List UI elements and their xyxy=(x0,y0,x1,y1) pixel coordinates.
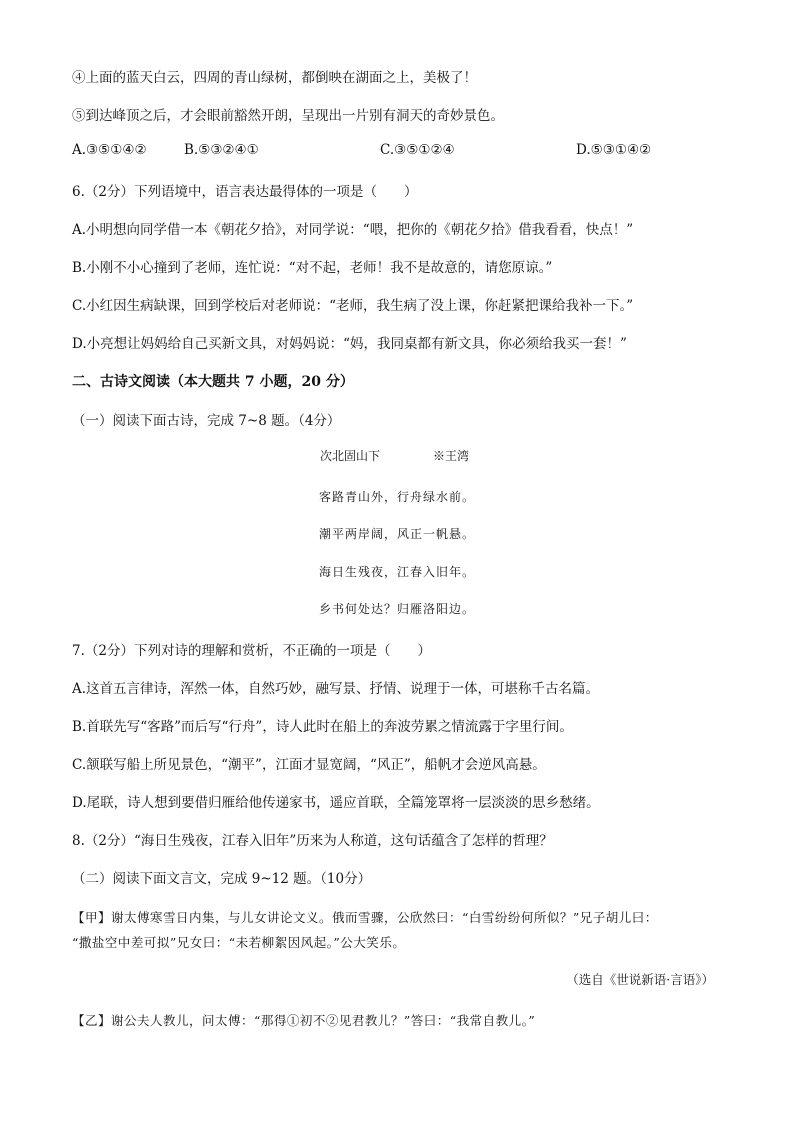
poem-line: 海日生残夜，江春入旧年。 xyxy=(318,565,475,579)
option-c: C.③⑤①②④ xyxy=(380,142,455,158)
q7-stem: 7.（2分）下列对诗的理解和赏析，不正确的一项是（ ） xyxy=(72,643,431,659)
q6-option-a: A.小明想向同学借一本《朝花夕拾》，对同学说：“喂，把你的《朝花夕拾》借我看看，快点！” xyxy=(72,222,634,238)
option-d: D.⑤③①④② xyxy=(576,142,652,158)
poem-line: 客路青山外，行舟绿水前。 xyxy=(318,490,475,504)
passage-source: （选自《世说新语·言语》） xyxy=(566,972,714,987)
passage-jia-line1: 【甲】谢太傅寒雪日内集，与儿女讲论文义。俄而雪骤，公欣然曰：“白雪纷纷何所似？”兄子胡儿曰： xyxy=(72,910,658,925)
q8-stem: 8.（2分）“海日生残夜，江春入旧年”历来为人称道，这句话蕴含了怎样的哲理？ xyxy=(72,833,553,849)
q5-item4: ④上面的蓝天白云，四周的青山绿树，都倒映在湖面之上，美极了！ xyxy=(72,70,477,86)
section-heading: 二、古诗文阅读（本大题共 7 小题，20 分） xyxy=(72,374,354,390)
q7-option-c: C.颔联写船上所见景色，“潮平”，江面才显宽阔，“风正”，船帆才会逆风高悬。 xyxy=(72,757,546,773)
passage-yi-line1: 【乙】谢公夫人教儿，问太傅：“那得①初不②见君教儿？”答曰：“我常自教儿。” xyxy=(72,1013,536,1028)
poem-title: 次北固山下 xyxy=(320,449,381,463)
q6-option-c: C.小红因生病缺课，回到学校后对老师说：“老师，我生病了没上课，你赶紧把课给我补一下。” xyxy=(72,298,634,314)
passage-jia-line2: “撒盐空中差可拟”兄女曰：“未若柳絮因风起。”公大笑乐。 xyxy=(72,935,406,950)
option-a: A.③⑤①④② xyxy=(72,142,147,158)
q6-option-b: B.小刚不小心撞到了老师，连忙说：“对不起，老师！我不是故意的，请您原谅。” xyxy=(72,260,553,276)
poem-author: ※王湾 xyxy=(433,449,470,463)
q6-stem: 6.（2分）下列语境中，语言表达最得体的一项是（ ） xyxy=(72,184,418,200)
q7-option-a: A.这首五言律诗，浑然一体，自然巧妙，融写景、抒情、说理于一体，可堪称千古名篇。 xyxy=(72,681,600,697)
poem-line: 潮平两岸阔，风正一帆悬。 xyxy=(318,527,475,541)
part1-heading: （一）阅读下面古诗，完成 7~8 题。（4分） xyxy=(72,413,341,429)
q6-option-d: D.小亮想让妈妈给自己买新文具，对妈妈说：“妈，我同桌都有新文具，你必须给我买一套！” xyxy=(72,336,627,352)
option-b: B.⑤③②④① xyxy=(184,142,259,158)
part2-heading: （二）阅读下面文言文，完成 9~12 题。（10分） xyxy=(72,871,372,887)
q5-item5: ⑤到达峰顶之后，才会眼前豁然开朗，呈现出一片别有洞天的奇妙景色。 xyxy=(72,108,504,124)
poem-line: 乡书何处达？归雁洛阳边。 xyxy=(318,602,475,616)
q5-options xyxy=(72,142,712,162)
q7-option-d: D.尾联，诗人想到要借归雁给他传递家书，遥应首联，全篇笼罩将一层淡淡的思乡愁绪。 xyxy=(72,795,600,811)
q7-option-b: B.首联先写“客路”而后写“行舟”，诗人此时在船上的奔波劳累之情流露于字里行间。 xyxy=(72,719,573,735)
